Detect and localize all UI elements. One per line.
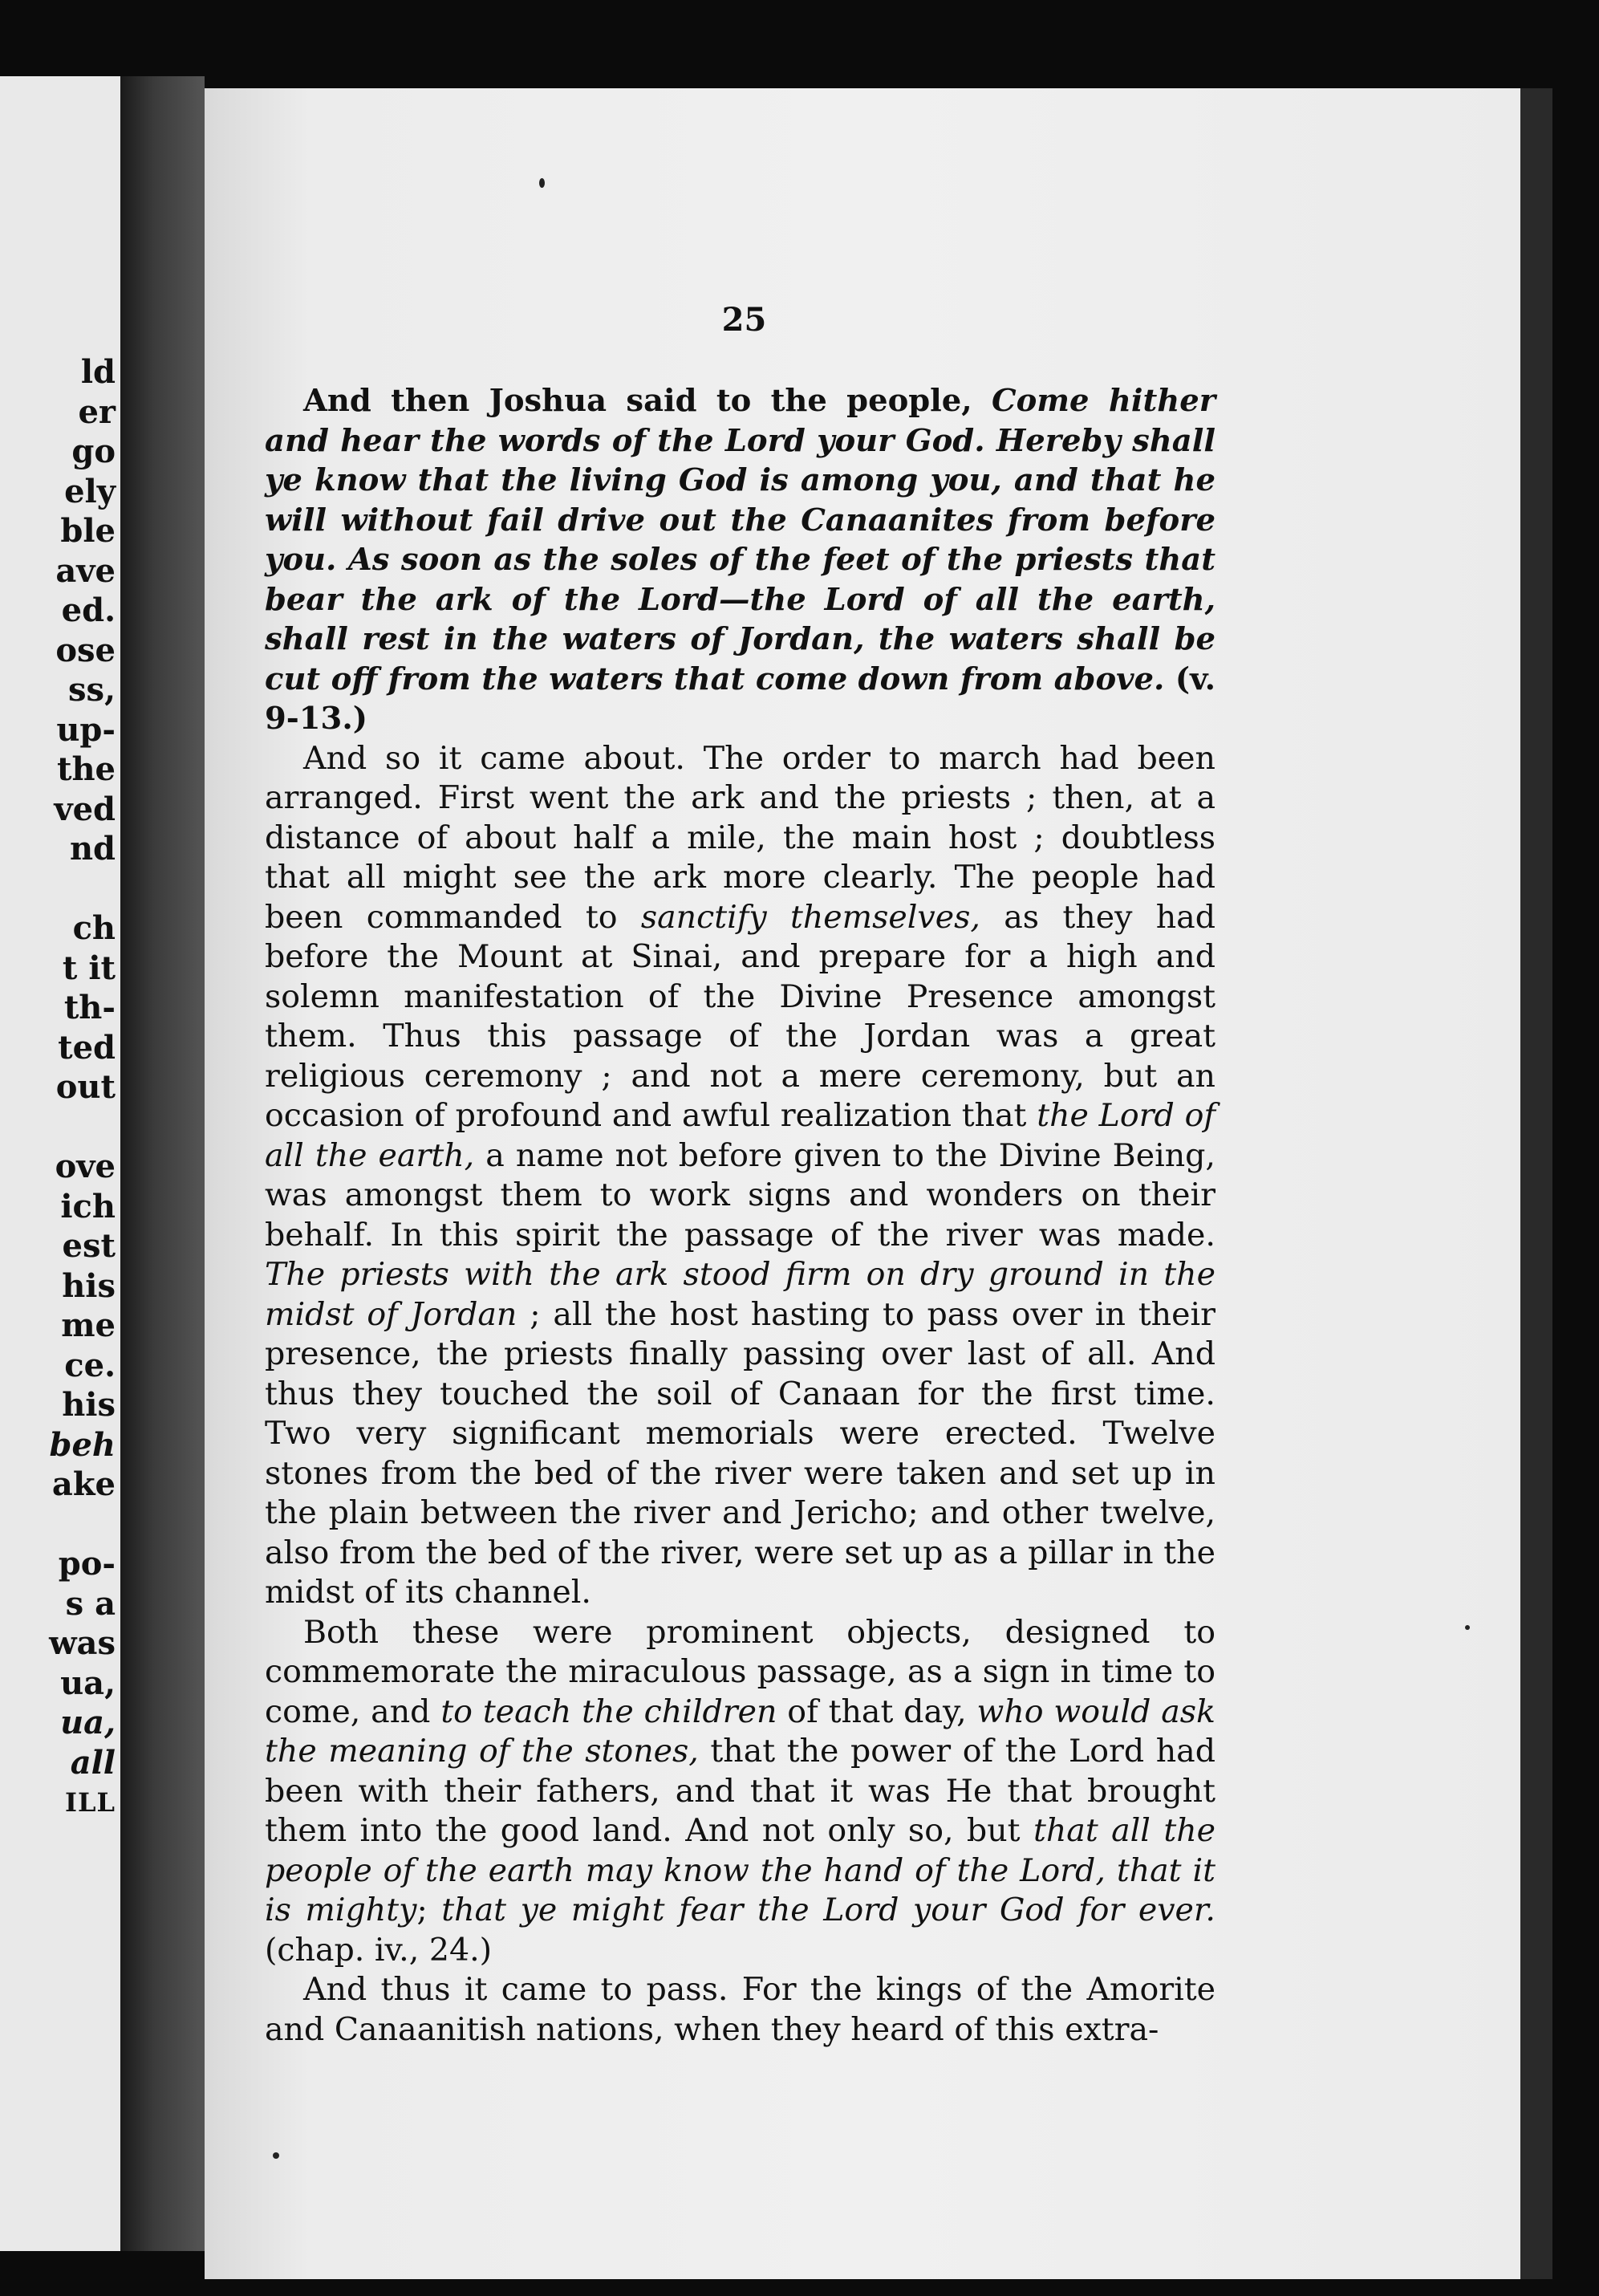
facing-page-fragment: ce. [64, 1346, 116, 1384]
book-page [205, 88, 1520, 2279]
text-run: that the power of the Lord had been with their fathers, and that it was He that brought them into the good land. And not only so, but [265, 1733, 1215, 1849]
text-run: (chap. iv., 24.) [265, 1931, 493, 1969]
facing-page-fragment: ble [60, 512, 116, 550]
facing-page-fragment: ove [55, 1148, 116, 1185]
page-number: 25 [721, 301, 767, 339]
facing-page-fragment: his [62, 1266, 116, 1305]
paragraph [265, 1613, 1215, 1971]
facing-page-fragment: ss, [68, 671, 116, 709]
page-body-text [265, 381, 1215, 2050]
facing-page-fragment: all [70, 1743, 116, 1782]
book-gutter [120, 76, 205, 2251]
italic-text: who would ask the meaning of the stones, [265, 1693, 1215, 1770]
facing-page-fragment: ave [55, 551, 116, 590]
facing-page-fragment: ich [60, 1187, 116, 1225]
facing-page-fragment: his [62, 1386, 116, 1424]
text-run: (v. 9-13.) [265, 660, 1215, 737]
facing-page-fragment: the [56, 750, 116, 788]
text-run: ; all the host hasting to pass over in their presence, the priests finally passing over last of all. And thus they touched the soil of Canaan for the first time. Two very significant memorials were erected. Twelve stones from the bed of the river were taken and set up in the plain between the river and Jericho; and other twelve, also from the bed of the river, were set up as a pillar in the midst of its channel. [265, 1295, 1215, 1611]
facing-page-edge [0, 76, 120, 2251]
facing-page-fragment: t it [62, 949, 116, 987]
facing-page-fragment: ld [80, 353, 116, 391]
facing-page-fragment: out [55, 1068, 116, 1106]
text-run: ; [416, 1892, 442, 1928]
italic-text: that all the people of the earth may know the hand of the Lord, that it is mighty [265, 1812, 1216, 1928]
text-run: And thus it came to pass. For the kings of the Amorite and Canaanitish nations, when they heard of this extra- [265, 1971, 1215, 2048]
facing-page-fragment: ted [58, 1028, 116, 1067]
facing-page-fragment: was [49, 1624, 116, 1662]
text-run: Both these were prominent objects, designed to commemorate the miraculous passage, as a sign in time to come, and [265, 1613, 1215, 1730]
text-run: And so it came about. The order to march had been arranged. First went the ark and the priests ; then, at a distance of about half a mile, the main host ; doubtless that all might see the ark more clearly. The people had been commanded to [265, 739, 1215, 936]
text-run: of that day, [777, 1693, 977, 1730]
facing-page-fragment: nd [69, 830, 116, 868]
italic-text: the Lord of all the earth, [265, 1097, 1216, 1174]
facing-page-fragment: ua, [60, 1664, 116, 1702]
italic-text: The priests with the ark stood firm on dry ground in the midst of Jordan [265, 1256, 1215, 1333]
facing-page-fragment: ed. [61, 591, 116, 629]
page-right-edge [1520, 88, 1552, 2279]
facing-page-fragment: ch [72, 909, 116, 947]
facing-page-fragment: s a [65, 1584, 116, 1623]
facing-page-fragment: ely [64, 472, 116, 510]
ink-speck [539, 178, 545, 188]
italic-text: that ye might fear the Lord your God for ever. [441, 1892, 1215, 1928]
facing-page-fragment: go [71, 433, 116, 470]
facing-page-fragment: th- [63, 989, 116, 1026]
italic-text: sanctify themselves, [640, 898, 980, 936]
ink-speck [1465, 1625, 1470, 1630]
paragraph [265, 739, 1215, 1613]
facing-page-fragment: po- [58, 1545, 116, 1583]
facing-page-fragment: est [62, 1227, 116, 1265]
facing-page-fragment: beh [49, 1425, 116, 1464]
facing-page-fragment: ILL [65, 1787, 116, 1818]
paragraph [265, 381, 1215, 739]
facing-page-fragment: up- [56, 710, 116, 749]
text-run: And then Joshua said to the people, [303, 383, 992, 419]
italic-text: to teach the children [440, 1693, 777, 1730]
paragraph [265, 1970, 1215, 2050]
facing-page-fragment: ose [55, 631, 116, 669]
ink-speck [273, 2152, 279, 2159]
text-run: a name not before given to the Divine Being, was amongst them to work signs and wonders on their behalf. In this spirit the passage of the river was made. [265, 1136, 1215, 1254]
text-run: as they had before the Mount at Sinai, and prepare for a high and solemn manifestation of the Divine Presence amongst them. Thus this passage of the Jordan was a great religious ceremony ; and not a mere ceremony, but an occasion of profound and awful realization that [265, 898, 1215, 1134]
italic-text: Come hither and hear the words of the Lord your God. Hereby shall ye know that the living God is among you, and that he will without fail drive out the Canaanites from before you. As soon as the soles of the feet of the priests that bear the ark of the Lord—the Lord of all the earth, shall rest in the waters of Jordan, the waters shall be cut off from the waters that come down from above. [265, 383, 1215, 697]
facing-page-fragment: er [78, 392, 116, 431]
facing-page-fragment: me [61, 1306, 116, 1344]
facing-page-fragment: ua, [60, 1704, 116, 1741]
facing-page-fragment: ake [51, 1465, 116, 1503]
facing-page-fragment: ved [54, 790, 116, 828]
